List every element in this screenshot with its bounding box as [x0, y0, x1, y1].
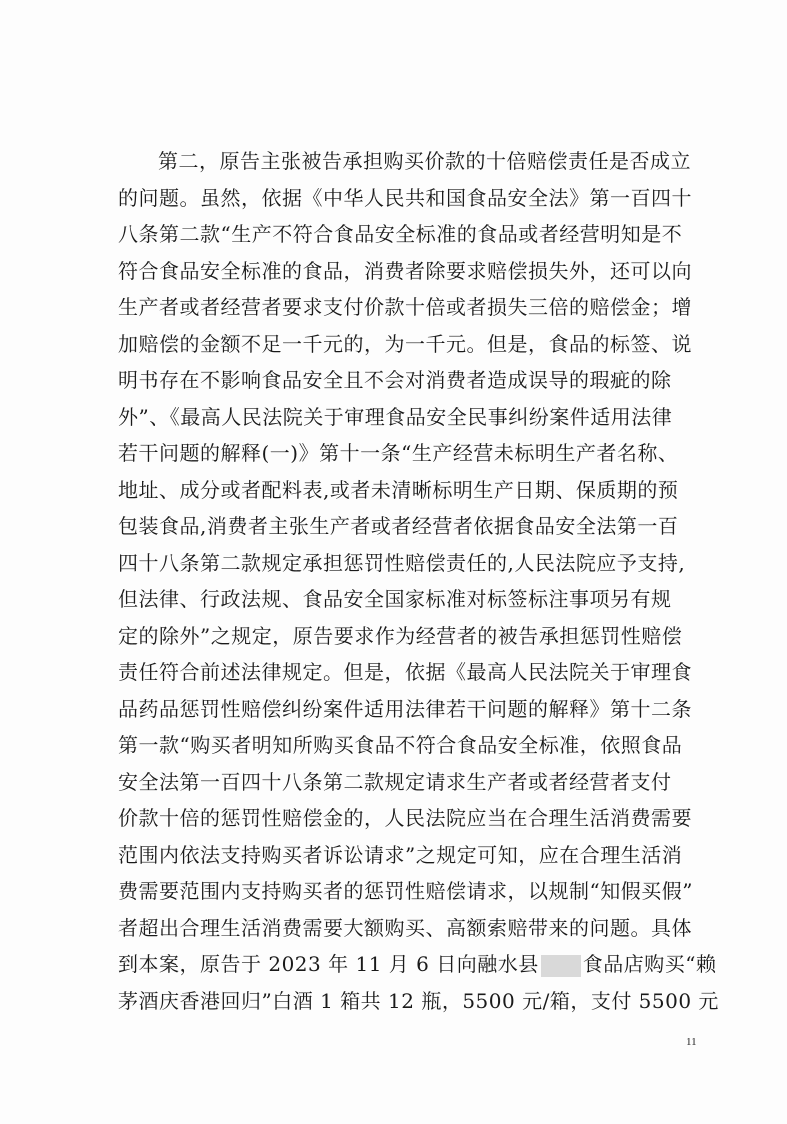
text-line: 符合食品安全标准的食品，消费者除要求赔偿损失外，还可以向	[118, 258, 692, 283]
text-line: 范围内依法支持购买者诉讼请求”之规定可知，应在合理生活消	[118, 842, 683, 867]
text-line: 明书存在不影响食品安全且不会对消费者造成误导的瑕疵的除	[118, 368, 672, 392]
text-line: 生产者或者经营者要求支付价款十倍或者损失三倍的赔偿金；增	[118, 295, 692, 319]
text-line: 价款十倍的惩罚性赔偿金的，人民法院应当在合理生活消费需要	[118, 806, 692, 830]
text-line: 包装食品,消费者主张生产者或者经营者依据食品安全法第一百	[118, 514, 679, 538]
text-line: 外”、《最高人民法院关于审理食品安全民事纠纷案件适用法律	[118, 404, 673, 429]
text-line: 责任符合前述法律规定。但是，依据《最高人民法院关于审理食	[118, 660, 692, 684]
text-line: 第一款“购买者明知所购买食品不符合食品安全标准，依照食品	[118, 733, 683, 757]
text-line: 茅酒庆香港回归”白酒 1 箱共 12 瓶，5500 元/箱，支付 5500 元	[118, 988, 719, 1013]
text-line: 品药品惩罚性赔偿纠纷案件适用法律若干问题的解释》第十二条	[118, 696, 692, 721]
text-line: 费需要范围内支持购买者的惩罚性赔偿请求，以规制“知假买假”	[118, 879, 693, 903]
text-line: 地址、成分或者配料表,或者未清晰标明生产日期、保质期的预	[118, 477, 679, 502]
page-number: 11	[686, 1036, 697, 1048]
text-line	[118, 946, 717, 983]
text-line: 第二，原告主张被告承担购买价款的十倍赔偿责任是否成立	[158, 149, 691, 173]
text-line: 但法律、行政法规、食品安全国家标准对标签标注事项另有规	[118, 587, 672, 611]
text-line: 安全法第一百四十八条第二款规定请求生产者或者经营者支付	[118, 769, 672, 794]
redaction-block	[541, 955, 581, 977]
text-line: 者超出合理生活消费需要大额购买、高额索赔带来的问题。具体	[118, 915, 692, 940]
text-line: 的问题。虽然，依据《中华人民共和国食品安全法》第一百四十	[118, 185, 692, 210]
text-line: 加赔偿的金额不足一千元的，为一千元。但是，食品的标签、说	[118, 331, 692, 356]
text-segment: 食品店购买“赖	[582, 952, 717, 976]
text-line: 四十八条第二款规定承担惩罚性赔偿责任的,人民法院应予支持,	[118, 550, 686, 575]
text-segment: 到本案，原告于 2023 年 11 月 6 日向融水县	[118, 952, 539, 976]
text-line: 八条第二款“生产不符合食品安全标准的食品或者经营明知是不	[118, 222, 683, 246]
text-line: 若干问题的解释(一)》第十一条“生产经营未标明生产者名称、	[118, 441, 679, 465]
body-text	[118, 143, 719, 1019]
text-line: 定的除外”之规定，原告要求作为经营者的被告承担惩罚性赔偿	[118, 623, 683, 648]
